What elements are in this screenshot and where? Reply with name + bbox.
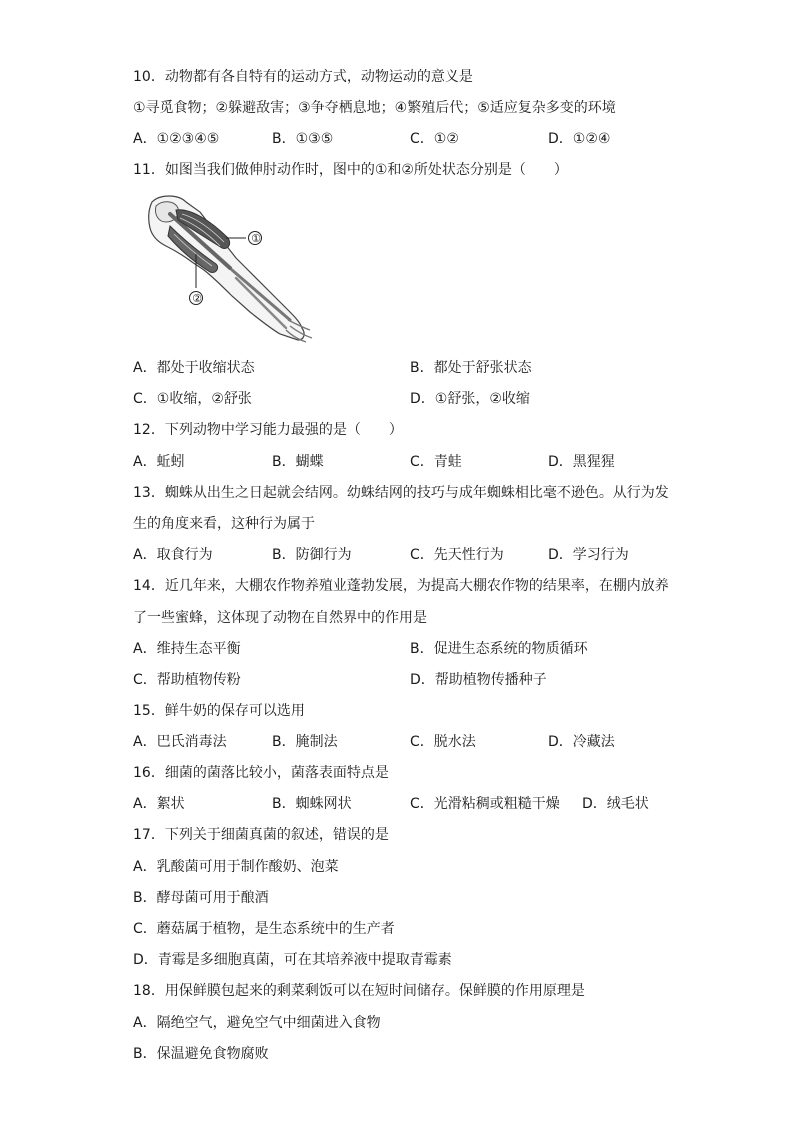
q12-option-b: B．蝴蝶 <box>272 454 324 470</box>
q12-option-a: A．蚯蚓 <box>133 454 185 470</box>
figure-label-1: ① <box>251 232 261 245</box>
q16-option-c: C．光滑粘稠或粗糙干燥 <box>410 796 560 812</box>
q17-option-a: A．乳酸菌可用于制作酸奶、泡菜 <box>133 859 339 875</box>
q14-stem-line1: 14．近几年来，大棚农作物养殖业蓬勃发展，为提高大棚农作物的结果率，在棚内放养 <box>133 578 669 594</box>
q10-option-d: D．①②④ <box>548 131 611 147</box>
q18-option-b: B．保温避免食物腐败 <box>133 1046 269 1062</box>
q14-option-c: C．帮助植物传粉 <box>133 672 241 688</box>
q13-option-c: C．先天性行为 <box>410 547 504 563</box>
q10-option-a: A．①②③④⑤ <box>133 131 220 147</box>
q14-stem-line2: 了一些蜜蜂，这体现了动物在自然界中的作用是 <box>133 610 427 626</box>
q16-option-d: D．绒毛状 <box>582 796 649 812</box>
q14-option-d: D．帮助植物传播种子 <box>410 672 547 688</box>
figure-label-2: ② <box>192 292 202 305</box>
q10-stem: 10．动物都有各自特有的运动方式，动物运动的意义是 <box>133 69 473 85</box>
q12-option-c: C．青蛙 <box>410 454 462 470</box>
q11-option-b: B．都处于舒张状态 <box>410 360 532 376</box>
arm-diagram <box>140 192 320 352</box>
q13-option-d: D．学习行为 <box>548 547 629 563</box>
q15-option-a: A．巴氏消毒法 <box>133 734 227 750</box>
q10-items: ①寻觅食物；②躲避敌害；③争夺栖息地；④繁殖后代；⑤适应复杂多变的环境 <box>133 100 616 116</box>
q17-option-b: B．酵母菌可用于酿酒 <box>133 890 269 906</box>
q18-option-a: A．隔绝空气，避免空气中细菌进入食物 <box>133 1015 381 1031</box>
q16-option-a: A．絮状 <box>133 796 185 812</box>
q12-stem: 12．下列动物中学习能力最强的是（ ） <box>133 422 403 438</box>
q14-option-a: A．维持生态平衡 <box>133 641 241 657</box>
q15-option-b: B．腌制法 <box>272 734 338 750</box>
q10-option-c: C．①② <box>410 131 459 147</box>
q12-option-d: D．黑猩猩 <box>548 454 615 470</box>
q15-stem: 15．鲜牛奶的保存可以选用 <box>133 703 305 719</box>
q15-option-c: C．脱水法 <box>410 734 476 750</box>
q11-option-a: A．都处于收缩状态 <box>133 360 255 376</box>
q16-option-b: B．蜘蛛网状 <box>272 796 352 812</box>
q13-option-b: B．防御行为 <box>272 547 352 563</box>
q11-option-d: D．①舒张，②收缩 <box>410 391 530 407</box>
q16-stem: 16．细菌的菌落比较小，菌落表面特点是 <box>133 765 389 781</box>
q14-option-b: B．促进生态系统的物质循环 <box>410 641 588 657</box>
q13-stem-line2: 生的角度来看，这种行为属于 <box>133 516 315 532</box>
q17-option-d: D．青霉是多细胞真菌，可在其培养液中提取青霉素 <box>133 952 452 968</box>
q15-option-d: D．冷藏法 <box>548 734 615 750</box>
q11-option-c: C．①收缩，②舒张 <box>133 391 252 407</box>
q13-option-a: A．取食行为 <box>133 547 213 563</box>
arm-muscle-figure <box>140 192 320 352</box>
q18-stem: 18．用保鲜膜包起来的剩菜剩饭可以在短时间储存。保鲜膜的作用原理是 <box>133 983 585 999</box>
q10-option-b: B．①③⑤ <box>272 131 334 147</box>
q13-stem-line1: 13．蜘蛛从出生之日起就会结网。幼蛛结网的技巧与成年蜘蛛相比毫不逊色。从行为发 <box>133 485 669 501</box>
q17-stem: 17．下列关于细菌真菌的叙述，错误的是 <box>133 827 389 843</box>
q17-option-c: C．蘑菇属于植物，是生态系统中的生产者 <box>133 921 395 937</box>
q11-stem: 11．如图当我们做伸肘动作时，图中的①和②所处状态分别是（ ） <box>133 162 568 178</box>
